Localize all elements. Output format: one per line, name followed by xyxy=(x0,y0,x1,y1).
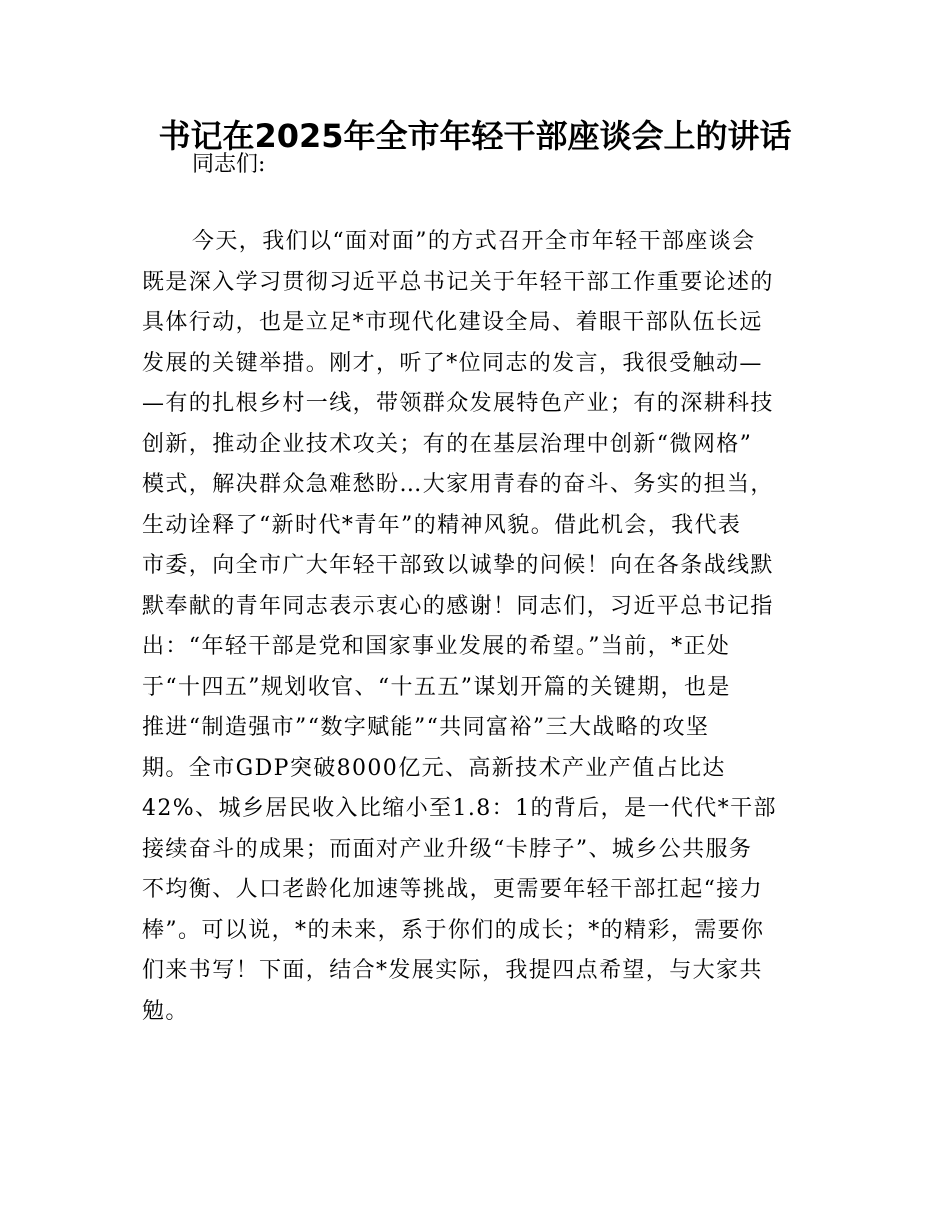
paragraph-line: 发展的关键举措。刚才，听了*位同志的发言，我很受触动— xyxy=(142,350,763,376)
paragraph-line: 42%、城乡居民收入比缩小至1.8：1的背后，是一代代*干部 xyxy=(142,796,777,821)
paragraph-line: —有的扎根乡村一线，带领群众发展特色产业；有的深耕科技 xyxy=(142,391,774,416)
paragraph-line: 具体行动，也是立足*市现代化建设全局、着眼干部队伍长远 xyxy=(142,310,763,335)
paragraph-line: 既是深入学习贯彻习近平总书记关于年轻干部工作重要论述的 xyxy=(142,269,774,295)
paragraph-line: 接续奋斗的成果；而面对产业升级“卡脖子”、城乡公共服务 xyxy=(142,836,753,862)
paragraph-line: 期。全市GDP突破8000亿元、高新技术产业产值占比达 xyxy=(142,755,726,781)
paragraph-line: 不均衡、人口老龄化加速等挑战，更需要年轻干部扛起“接力 xyxy=(142,877,764,902)
paragraph-line: 出：“年轻干部是党和国家事业发展的希望。”当前，*正处 xyxy=(142,634,731,659)
paragraph-line: 于“十四五”规划收官、“十五五”谋划开篇的关键期，也是 xyxy=(142,674,731,700)
paragraph-line: 默奉献的青年同志表示衷心的感谢！同志们，习近平总书记指 xyxy=(142,593,774,619)
body-paragraph xyxy=(142,222,817,1032)
salutation: 同志们: xyxy=(192,152,266,177)
paragraph-line: 棒”。可以说，*的未来，系于你们的成长；*的精彩，需要你 xyxy=(142,917,765,943)
paragraph-line: 市委，向全市广大年轻干部致以诚挚的问候！向在各条战线默 xyxy=(142,553,774,578)
paragraph-line: 勉。 xyxy=(142,998,189,1024)
paragraph-line: 们来书写！下面，结合*发展实际，我提四点希望，与大家共 xyxy=(142,958,763,983)
paragraph-line: 今天，我们以“面对面”的方式召开全市年轻干部座谈会 xyxy=(192,229,756,254)
paragraph-line: 推进“制造强市”“数字赋能”“共同富裕”三大战略的攻坚 xyxy=(142,715,710,740)
paragraph-line: 模式，解决群众急难愁盼…大家用青春的奋斗、务实的担当， xyxy=(142,472,774,497)
document-title: 书记在2025年全市年轻干部座谈会上的讲话 xyxy=(158,117,792,155)
paragraph-line: 创新，推动企业技术攻关；有的在基层治理中创新“微网格” xyxy=(142,431,753,457)
paragraph-line: 生动诠释了“新时代*青年”的精神风貌。借此机会，我代表 xyxy=(142,512,742,538)
